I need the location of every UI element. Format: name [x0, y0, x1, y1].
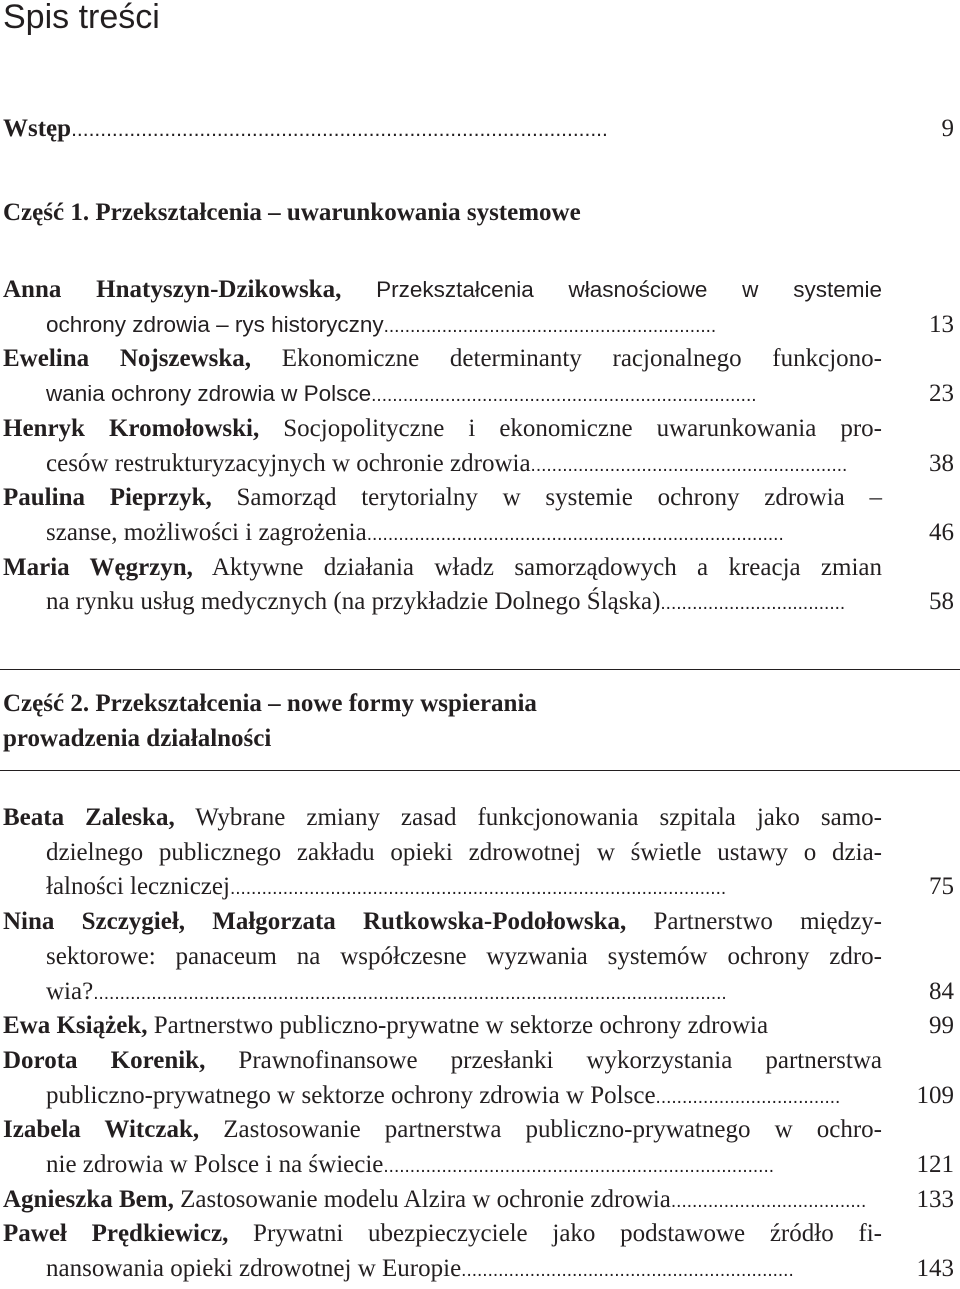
- entry-author: Henryk Kromołowski,: [3, 414, 260, 442]
- entry-title: Socjopolityczne i ekonomiczne uwarunkowania pro-: [259, 414, 882, 442]
- page-number: 75: [929, 873, 954, 901]
- entry-title-cont: sektorowe: panaceum na współczesne wyzwania systemów ochrony zdro-: [46, 942, 882, 970]
- dot-leader: ..........................................................................: [383, 1156, 775, 1177]
- page-number: 58: [929, 588, 954, 616]
- toc-entry[interactable]: [3, 412, 882, 447]
- entry-author: Ewelina Nojszewska,: [3, 345, 252, 373]
- divider: [0, 770, 960, 771]
- divider: [0, 669, 960, 670]
- entry-title-cont: publiczno-prywatnego w sektorze ochrony zdrowia w Polsce: [46, 1081, 656, 1109]
- page-number: 109: [916, 1081, 954, 1109]
- page-number: 99: [929, 1012, 954, 1040]
- entry-author: Izabela Witczak,: [3, 1116, 200, 1144]
- entry-author: Beata Zaleska,: [3, 804, 175, 831]
- part2-heading: [3, 687, 537, 756]
- intro-label: Wstęp: [3, 115, 72, 142]
- part2-entries: [0, 801, 960, 1286]
- dot-leader: ...............................................................: [383, 315, 717, 337]
- entry-title-cont: cesów restrukturyzacyjnych w ochronie zdrowia: [46, 449, 531, 477]
- entry-title: Partnerstwo między-: [626, 908, 882, 936]
- dot-leader: ...................................: [655, 1086, 841, 1108]
- entry-title: Partnerstwo publiczno-prywatne w sektorze ochrony zdrowia: [147, 1012, 769, 1040]
- entry-title-cont: na rynku usług medycznych (na przykładzie Dolnego Śląska): [46, 588, 661, 616]
- dot-leader: .....................................: [670, 1190, 867, 1212]
- toc-entry[interactable]: [3, 1217, 882, 1252]
- entry-author: Ewa Książek,: [3, 1012, 148, 1040]
- toc-intro[interactable]: [0, 112, 954, 148]
- page-number: 13: [929, 310, 954, 338]
- page-number: 38: [929, 449, 954, 477]
- dot-leader: ............................................................: [530, 454, 848, 476]
- toc-entry[interactable]: [3, 273, 882, 308]
- toc-entry[interactable]: [3, 1183, 866, 1220]
- part1-heading: Część 1. Przekształcenia – uwarunkowania systemowe: [3, 199, 581, 226]
- entry-title: Prawnofinansowe przesłanki wykorzystania partnerstwa: [205, 1046, 883, 1074]
- entry-title: Zastosowanie modelu Alzira w ochronie zdrowia: [173, 1185, 671, 1213]
- part1-entries: [0, 273, 960, 623]
- entry-title-cont: nie zdrowia w Polsce i na świecie: [46, 1151, 384, 1178]
- page-number: 9: [941, 115, 954, 142]
- entry-author: Paweł Prędkiewicz,: [3, 1220, 229, 1248]
- toc-entry[interactable]: [3, 905, 882, 940]
- dot-leader: ...................................: [660, 593, 846, 615]
- toc-entry[interactable]: [3, 481, 882, 516]
- page-number: 133: [916, 1185, 954, 1213]
- toc-entry[interactable]: [3, 1009, 875, 1044]
- toc-entry[interactable]: [3, 342, 882, 377]
- page-title: Spis treści: [3, 0, 160, 36]
- dot-leader: ........................................................................................................................: [93, 982, 727, 1004]
- entry-title-cont: łalności leczniczej: [46, 873, 230, 901]
- entry-title: Przekształcenia własnościowe w systemie: [341, 277, 882, 302]
- dot-leader: ..............................................................................................: [229, 878, 727, 900]
- part2-heading-line2: prowadzenia działalności: [3, 724, 272, 752]
- page-number: 121: [916, 1151, 954, 1178]
- dot-leader: ............................................................................................: [71, 118, 608, 141]
- toc-entry[interactable]: [3, 801, 882, 836]
- entry-title-cont: ochrony zdrowia – rys historyczny: [46, 311, 384, 337]
- toc-entry[interactable]: [3, 1113, 882, 1148]
- entry-author: Paulina Pieprzyk,: [3, 484, 212, 512]
- page-number: 23: [929, 380, 954, 408]
- entry-title: Zastosowanie partnerstwa publiczno-prywatnego w ochro-: [199, 1116, 882, 1144]
- entry-title: Ekonomiczne determinanty racjonalnego funkcjono-: [251, 345, 882, 373]
- page-number: 46: [929, 518, 954, 546]
- part2-heading-line1: Część 2. Przekształcenia – nowe formy wspierania: [3, 690, 537, 717]
- entry-title-cont: szanse, możliwości i zagrożenia: [46, 518, 367, 546]
- entry-title-cont: dzielnego publicznego zakładu opieki zdrowotnej w świetle ustawy o dzia-: [46, 838, 882, 866]
- entry-title: Samorząd terytorialny w systemie ochrony zdrowia –: [211, 484, 882, 512]
- entry-title-cont: nansowania opieki zdrowotnej w Europie: [46, 1255, 462, 1283]
- entry-title: Prywatni ubezpieczyciele jako podstawowe źródło fi-: [228, 1220, 883, 1248]
- page-number: 84: [929, 977, 954, 1005]
- entry-author: Nina Szczygieł, Małgorzata Rutkowska-Podołowska,: [3, 908, 627, 936]
- toc-entry[interactable]: [3, 1044, 882, 1079]
- entry-author: Dorota Korenik,: [3, 1046, 206, 1074]
- entry-title-cont: wania ochrony zdrowia w Polsce: [46, 381, 372, 407]
- dot-leader: .........................................................................: [371, 385, 757, 407]
- entry-author: Agnieszka Bem,: [3, 1185, 174, 1213]
- dot-leader: ...............................................................: [461, 1260, 794, 1282]
- page-number: 143: [916, 1255, 954, 1283]
- entry-author: Maria Węgrzyn,: [3, 553, 193, 581]
- entry-author: Anna Hnatyszyn-Dzikowska,: [3, 276, 342, 303]
- entry-title: Wybrane zmiany zasad funkcjonowania szpitala jako samo-: [174, 804, 882, 831]
- entry-title-cont: wia?: [46, 977, 94, 1005]
- dot-leader: ...............................................................................: [366, 523, 784, 545]
- toc-entry[interactable]: [3, 551, 882, 586]
- entry-title: Aktywne działania władz samorządowych a kreacja zmian: [192, 553, 882, 581]
